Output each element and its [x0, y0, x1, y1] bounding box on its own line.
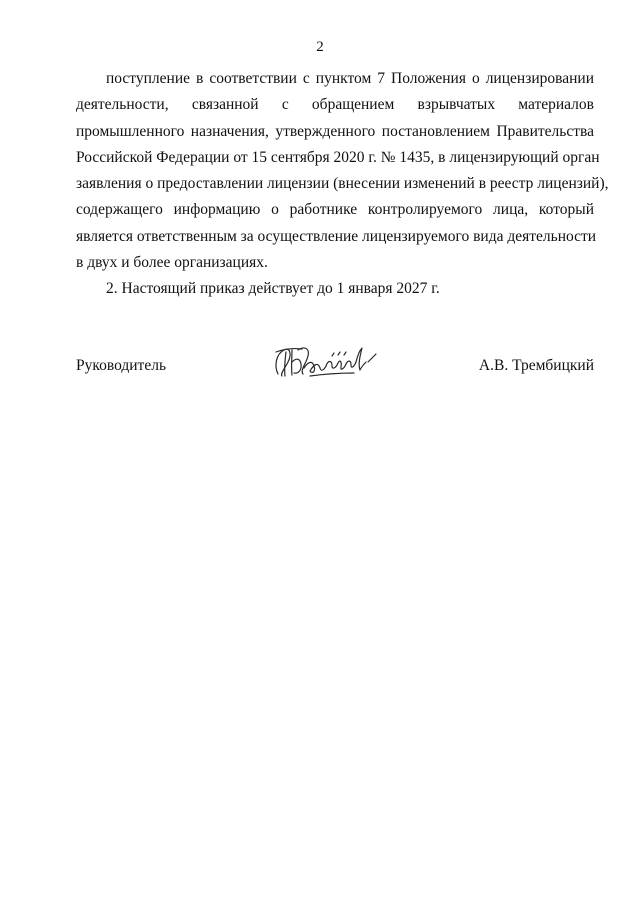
- body-line-8: в двух и более организациях.: [76, 254, 268, 272]
- body-line-7: является ответственным за осуществление лицензируемого вида деятельности: [76, 227, 597, 245]
- signer-position: Руководитель: [76, 357, 167, 374]
- body-line-3: промышленного назначения, утвержденного постановлением Правительства: [76, 122, 594, 140]
- body-line-2: деятельности, связанной с обращением взрывчатых материалов: [76, 96, 594, 114]
- body-line-9: 2. Настоящий приказ действует до 1 января 2027 г.: [106, 280, 440, 298]
- handwritten-signature-icon: [270, 340, 380, 384]
- body-line-1: поступление в соответствии с пунктом 7 Положения о лицензировании: [106, 70, 594, 87]
- signature-block: [76, 340, 594, 390]
- signer-name: А.В. Трембицкий: [478, 357, 594, 374]
- body-line-6: содержащего информацию о работнике контролируемого лица, который: [76, 201, 594, 219]
- body-line-4: Российской Федерации от 15 сентября 2020 г. № 1435, в лицензирующий орган: [76, 148, 600, 166]
- body-line-5: заявления о предоставлении лицензии (внесении изменений в реестр лицензий),: [76, 175, 609, 193]
- document-body: [76, 66, 609, 303]
- page-number: 2: [316, 39, 324, 55]
